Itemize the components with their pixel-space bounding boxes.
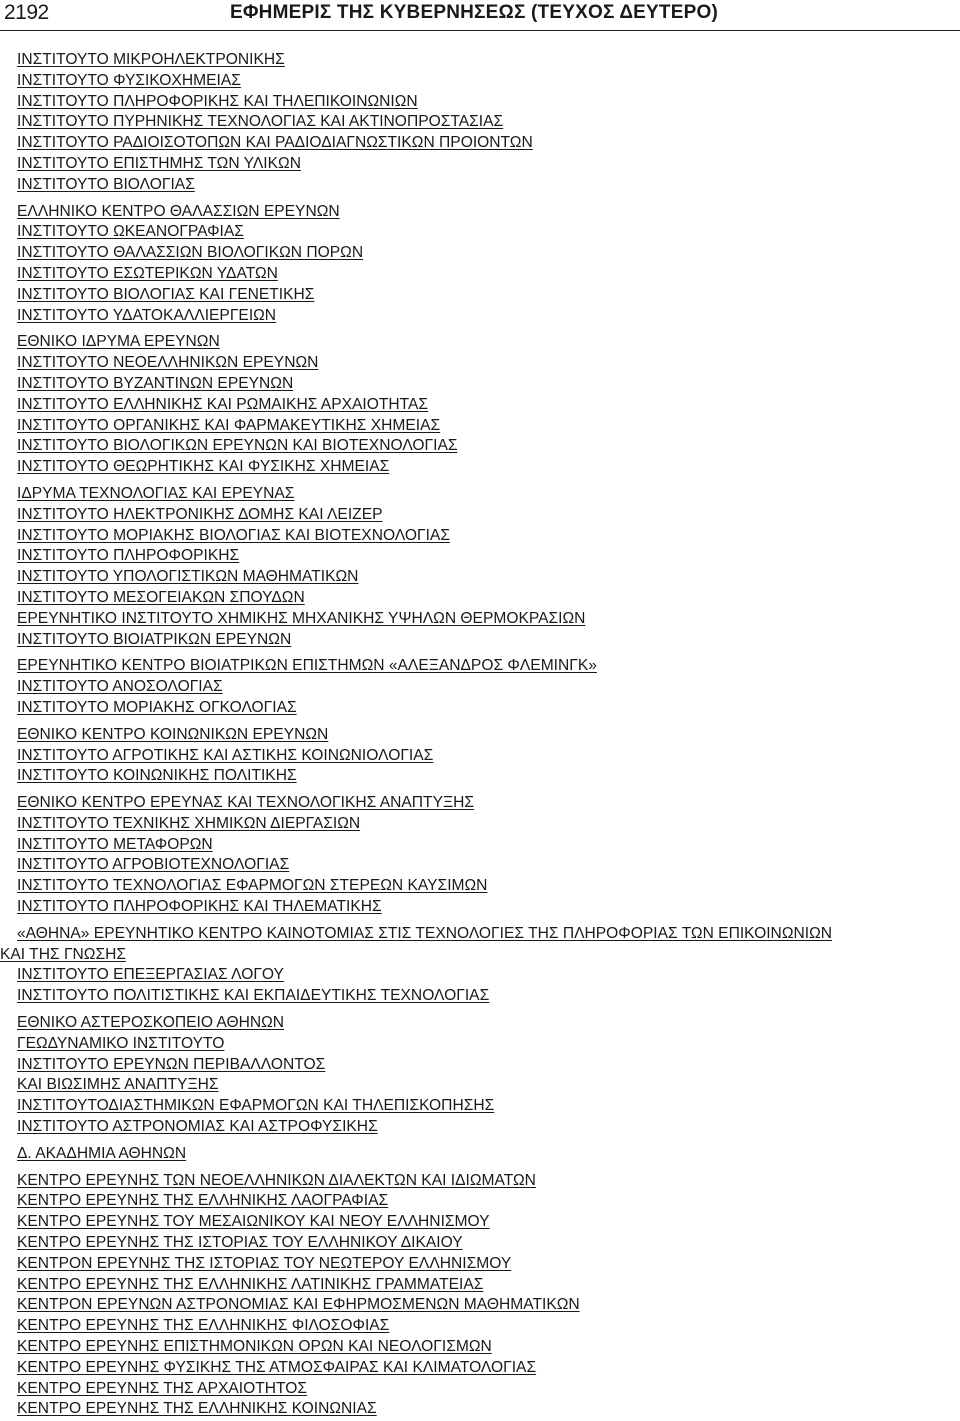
list-item: ΙΝΣΤΙΤΟΥΤΟ ΝΕΟΕΛΛΗΝΙΚΩΝ ΕΡΕΥΝΩΝ	[17, 354, 319, 372]
list-item: ΙΝΣΤΙΤΟΥΤΟ ΑΣΤΡΟΝΟΜΙΑΣ ΚΑΙ ΑΣΤΡΟΦΥΣΙΚΗΣ	[17, 1118, 378, 1136]
list-item: ΙΝΣΤΙΤΟΥΤΟ ΒΙΟΛΟΓΙΑΣ ΚΑΙ ΓΕΝΕΤΙΚΗΣ	[17, 285, 315, 303]
list-item: ΕΘΝΙΚΟ ΙΔΡΥΜΑ ΕΡΕΥΝΩΝ	[17, 333, 220, 351]
list-item: ΙΝΣΤΙΤΟΥΤΟ ΒΙΟΛΟΓΙΑΣ	[17, 175, 195, 193]
list-item: ΙΝΣΤΙΤΟΥΤΟ ΜΕΣΟΓΕΙΑΚΩΝ ΣΠΟΥΔΩΝ	[17, 588, 305, 606]
list-group	[0, 332, 960, 478]
list-item: ΙΝΣΤΙΤΟΥΤΟ ΥΔΑΤΟΚΑΛΛΙΕΡΓΕΙΩΝ	[17, 306, 277, 324]
list-item: ΙΝΣΤΙΤΟΥΤΟ ΜΟΡΙΑΚΗΣ ΟΓΚΟΛΟΓΙΑΣ	[17, 698, 297, 716]
list-item: ΚΕΝΤΡΟ ΕΡΕΥΝΗΣ ΤΗΣ ΑΡΧΑΙΟΤΗΤΟΣ	[17, 1379, 308, 1397]
list-item: ΚΕΝΤΡΟ ΕΡΕΥΝΗΣ ΕΠΙΣΤΗΜΟΝΙΚΩΝ ΟΡΩΝ ΚΑΙ ΝΕΟΛΟΓΙΣΜΩΝ	[17, 1338, 492, 1356]
list-group	[0, 50, 960, 196]
list-item: ΙΝΣΤΙΤΟΥΤΟ ΑΝΟΣΟΛΟΓΙΑΣ	[17, 678, 223, 696]
list-item: ΙΝΣΤΙΤΟΥΤΟ ΘΑΛΑΣΣΙΩΝ ΒΙΟΛΟΓΙΚΩΝ ΠΟΡΩΝ	[17, 244, 364, 262]
list-item: ΚΕΝΤΡΟ ΕΡΕΥΝΗΣ ΤΗΣ ΕΛΛΗΝΙΚΗΣ ΛΑΤΙΝΙΚΗΣ ΓΡΑΜΜΑΤΕΙΑΣ	[17, 1275, 484, 1293]
list-group	[0, 656, 960, 718]
list-item: ΙΝΣΤΙΤΟΥΤΟ ΕΠΙΣΤΗΜΗΣ ΤΩΝ ΥΛΙΚΩΝ	[17, 154, 301, 172]
list-group	[0, 202, 960, 327]
list-item: ΚΕΝΤΡΟ ΕΡΕΥΝΗΣ ΤΩΝ ΝΕΟΕΛΛΗΝΙΚΩΝ ΔΙΑΛΕΚΤΩΝ ΚΑΙ ΙΔΙΩΜΑΤΩΝ	[17, 1171, 536, 1189]
list-item: ΙΝΣΤΙΤΟΥΤΟ ΑΓΡΟΒΙΟΤΕΧΝΟΛΟΓΙΑΣ	[17, 856, 290, 874]
list-group	[0, 725, 960, 787]
list-item: ΚΕΝΤΡΟΝ ΕΡΕΥΝΗΣ ΤΗΣ ΙΣΤΟΡΙΑΣ ΤΟΥ ΝΕΩΤΕΡΟΥ ΕΛΛΗΝΙΣΜΟΥ	[17, 1254, 512, 1272]
list-item: ΙΝΣΤΙΤΟΥΤΟ ΚΟΙΝΩΝΙΚΗΣ ΠΟΛΙΤΙΚΗΣ	[17, 767, 297, 785]
list-item: ΚΕΝΤΡΟ ΕΡΕΥΝΗΣ ΤΗΣ ΙΣΤΟΡΙΑΣ ΤΟΥ ΕΛΛΗΝΙΚΟΥ ΔΙΚΑΙΟΥ	[17, 1234, 463, 1252]
list-item: ΙΝΣΤΙΤΟΥΤΟ ΡΑΔΙΟΙΣΟΤΟΠΩΝ ΚΑΙ ΡΑΔΙΟΔΙΑΓΝΩΣΤΙΚΩΝ ΠΡΟΙΟΝΤΩΝ	[17, 134, 533, 152]
list-item: ΙΝΣΤΙΤΟΥΤΟ ΟΡΓΑΝΙΚΗΣ ΚΑΙ ΦΑΡΜΑΚΕΥΤΙΚΗΣ ΧΗΜΕΙΑΣ	[17, 416, 441, 434]
list-item: ΕΘΝΙΚΟ ΚΕΝΤΡΟ ΕΡΕΥΝΑΣ ΚΑΙ ΤΕΧΝΟΛΟΓΙΚΗΣ ΑΝΑΠΤΥΞΗΣ	[17, 794, 475, 812]
list-item: ΚΕΝΤΡΟ ΕΡΕΥΝΗΣ ΤΗΣ ΕΛΛΗΝΙΚΗΣ ΦΙΛΟΣΟΦΙΑΣ	[17, 1317, 390, 1335]
list-item: ΙΝΣΤΙΤΟΥΤΟ ΑΓΡΟΤΙΚΗΣ ΚΑΙ ΑΣΤΙΚΗΣ ΚΟΙΝΩΝΙΟΛΟΓΙΑΣ	[17, 746, 434, 764]
list-item: ΙΝΣΤΙΤΟΥΤΟ ΕΛΛΗΝΙΚΗΣ ΚΑΙ ΡΩΜΑΙΚΗΣ ΑΡΧΑΙΟΤΗΤΑΣ	[17, 395, 429, 413]
header-rule	[0, 30, 960, 31]
list-item: ΙΝΣΤΙΤΟΥΤΟ ΒΥΖΑΝΤΙΝΩΝ ΕΡΕΥΝΩΝ	[17, 374, 294, 392]
list-item: ΕΘΝΙΚΟ ΚΕΝΤΡΟ ΚΟΙΝΩΝΙΚΩΝ ΕΡΕΥΝΩΝ	[17, 725, 329, 743]
list-item: ΚΕΝΤΡΟ ΕΡΕΥΝΗΣ ΤΗΣ ΕΛΛΗΝΙΚΗΣ ΚΟΙΝΩΝΙΑΣ	[17, 1400, 377, 1418]
list-item: ΙΝΣΤΙΤΟΥΤΟ ΠΟΛΙΤΙΣΤΙΚΗΣ ΚΑΙ ΕΚΠΑΙΔΕΥΤΙΚΗΣ ΤΕΧΝΟΛΟΓΙΑΣ	[17, 987, 490, 1005]
list-group	[0, 1013, 960, 1138]
list-item: ΙΝΣΤΙΤΟΥΤΟ ΠΛΗΡΟΦΟΡΙΚΗΣ ΚΑΙ ΤΗΛΕΠΙΚΟΙΝΩΝΙΩΝ	[17, 92, 418, 110]
list-item: ΙΝΣΤΙΤΟΥΤΟ ΤΕΧΝΙΚΗΣ ΧΗΜΙΚΩΝ ΔΙΕΡΓΑΣΙΩΝ	[17, 814, 361, 832]
list-item: ΙΝΣΤΙΤΟΥΤΟ ΥΠΟΛΟΓΙΣΤΙΚΩΝ ΜΑΘΗΜΑΤΙΚΩΝ	[17, 568, 359, 586]
list-item: ΙΝΣΤΙΤΟΥΤΟ ΠΥΡΗΝΙΚΗΣ ΤΕΧΝΟΛΟΓΙΑΣ ΚΑΙ ΑΚΤΙΝΟΠΡΟΣΤΑΣΙΑΣ	[17, 113, 504, 131]
institution-list	[0, 50, 960, 1420]
page-header	[0, 0, 960, 30]
list-item: Δ. ΑΚΑΔΗΜΙΑ ΑΘΗΝΩΝ	[17, 1144, 187, 1162]
list-item: ΙΝΣΤΙΤΟΥΤΟ ΠΛΗΡΟΦΟΡΙΚΗΣ ΚΑΙ ΤΗΛΕΜΑΤΙΚΗΣ	[17, 898, 382, 916]
list-item: ΕΛΛΗΝΙΚΟ ΚΕΝΤΡΟ ΘΑΛΑΣΣΙΩΝ ΕΡΕΥΝΩΝ	[17, 202, 340, 220]
list-item: ΕΡΕΥΝΗΤΙΚΟ ΚΕΝΤΡΟ ΒΙΟΙΑΤΡΙΚΩΝ ΕΠΙΣΤΗΜΩΝ «ΑΛΕΞΑΝΔΡΟΣ ΦΛΕΜΙΝΓΚ»	[17, 657, 597, 675]
list-group	[0, 1171, 960, 1421]
list-item: ΙΝΣΤΙΤΟΥΤΟ ΜΕΤΑΦΟΡΩΝ	[17, 835, 213, 853]
list-item: ΙΝΣΤΙΤΟΥΤΟ ΕΡΕΥΝΩΝ ΠΕΡΙΒΑΛΛΟΝΤΟΣ	[17, 1055, 326, 1073]
list-item: ΙΝΣΤΙΤΟΥΤΟ ΤΕΧΝΟΛΟΓΙΑΣ ΕΦΑΡΜΟΓΩΝ ΣΤΕΡΕΩΝ ΚΑΥΣΙΜΩΝ	[17, 877, 488, 895]
list-item: ΕΡΕΥΝΗΤΙΚΟ ΙΝΣΤΙΤΟΥΤΟ ΧΗΜΙΚΗΣ ΜΗΧΑΝΙΚΗΣ ΥΨΗΛΩΝ ΘΕΡΜΟΚΡΑΣΙΩΝ	[17, 609, 586, 627]
list-item: «ΑΘΗΝΑ» ΕΡΕΥΝΗΤΙΚΟ ΚΕΝΤΡΟ ΚΑΙΝΟΤΟΜΙΑΣ ΣΤΙΣ ΤΕΧΝΟΛΟΓΙΕΣ ΤΗΣ ΠΛΗΡΟΦΟΡΙΑΣ ΤΩΝ ΕΠΙΚΟΙΝΩΝΙΩΝ	[17, 924, 832, 942]
list-item: ΚΕΝΤΡΟ ΕΡΕΥΝΗΣ ΦΥΣΙΚΗΣ ΤΗΣ ΑΤΜΟΣΦΑΙΡΑΣ ΚΑΙ ΚΛΙΜΑΤΟΛΟΓΙΑΣ	[17, 1358, 537, 1376]
list-group	[0, 924, 960, 1007]
list-item: ΙΝΣΤΙΤΟΥΤΟ ΒΙΟΛΟΓΙΚΩΝ ΕΡΕΥΝΩΝ ΚΑΙ ΒΙΟΤΕΧΝΟΛΟΓΙΑΣ	[17, 437, 458, 455]
list-group	[0, 1144, 960, 1165]
list-item: ΙΝΣΤΙΤΟΥΤΟ ΜΙΚΡΟΗΛΕΚΤΡΟΝΙΚΗΣ	[17, 51, 285, 68]
list-item: ΚΕΝΤΡΟ ΕΡΕΥΝΗΣ ΤΟΥ ΜΕΣΑΙΩΝΙΚΟΥ ΚΑΙ ΝΕΟΥ ΕΛΛΗΝΙΣΜΟΥ	[17, 1213, 490, 1231]
list-item: ΙΝΣΤΙΤΟΥΤΟ ΕΠΕΞΕΡΓΑΣΙΑΣ ΛΟΓΟΥ	[17, 966, 284, 984]
list-item: ΙΝΣΤΙΤΟΥΤΟ ΩΚΕΑΝΟΓΡΑΦΙΑΣ	[17, 223, 244, 241]
list-item: ΙΔΡΥΜΑ ΤΕΧΝΟΛΟΓΙΑΣ ΚΑΙ ΕΡΕΥΝΑΣ	[17, 484, 295, 502]
list-item: ΕΘΝΙΚΟ ΑΣΤΕΡΟΣΚΟΠΕΙΟ ΑΘΗΝΩΝ	[17, 1014, 285, 1032]
list-item: ΙΝΣΤΙΤΟΥΤΟ ΠΛΗΡΟΦΟΡΙΚΗΣ	[17, 547, 240, 565]
list-item: ΙΝΣΤΙΤΟΥΤΟ ΦΥΣΙΚΟΧΗΜΕΙΑΣ	[17, 71, 241, 89]
list-item: ΙΝΣΤΙΤΟΥΤΟ ΗΛΕΚΤΡΟΝΙΚΗΣ ΔΟΜΗΣ ΚΑΙ ΛΕΙΖΕΡ	[17, 505, 383, 523]
list-item: ΙΝΣΤΙΤΟΥΤΟΔΙΑΣΤΗΜΙΚΩΝ ΕΦΑΡΜΟΓΩΝ ΚΑΙ ΤΗΛΕΠΙΣΚΟΠΗΣΗΣ	[17, 1097, 495, 1115]
list-item: ΙΝΣΤΙΤΟΥΤΟ ΘΕΩΡΗΤΙΚΗΣ ΚΑΙ ΦΥΣΙΚΗΣ ΧΗΜΕΙΑΣ	[17, 458, 390, 476]
list-item: ΙΝΣΤΙΤΟΥΤΟ ΕΣΩΤΕΡΙΚΩΝ ΥΔΑΤΩΝ	[17, 264, 278, 282]
list-group	[0, 793, 960, 918]
list-item: ΓΕΩΔΥΝΑΜΙΚΟ ΙΝΣΤΙΤΟΥΤΟ	[17, 1034, 225, 1052]
list-item: ΙΝΣΤΙΤΟΥΤΟ ΜΟΡΙΑΚΗΣ ΒΙΟΛΟΓΙΑΣ ΚΑΙ ΒΙΟΤΕΧΝΟΛΟΓΙΑΣ	[17, 526, 450, 544]
list-group	[0, 484, 960, 650]
page-number: 2192	[4, 1, 49, 24]
list-item: ΚΕΝΤΡΟ ΕΡΕΥΝΗΣ ΤΗΣ ΕΛΛΗΝΙΚΗΣ ΛΑΟΓΡΑΦΙΑΣ	[17, 1192, 389, 1210]
journal-title: ΕΦΗΜΕΡΙΣ ΤΗΣ ΚΥΒΕΡΝΗΣΕΩΣ (ΤΕΥΧΟΣ ΔΕΥΤΕΡΟ)	[230, 2, 718, 23]
list-item: ΚΑΙ ΒΙΩΣΙΜΗΣ ΑΝΑΠΤΥΞΗΣ	[17, 1076, 219, 1094]
list-item: ΙΝΣΤΙΤΟΥΤΟ ΒΙΟΙΑΤΡΙΚΩΝ ΕΡΕΥΝΩΝ	[17, 630, 292, 648]
list-item: ΚΕΝΤΡΟΝ ΕΡΕΥΝΩΝ ΑΣΤΡΟΝΟΜΙΑΣ ΚΑΙ ΕΦΗΡΜΟΣΜΕΝΩΝ ΜΑΘΗΜΑΤΙΚΩΝ	[17, 1296, 580, 1314]
list-item: ΚΑΙ ΤΗΣ ΓΝΩΣΗΣ	[0, 945, 126, 963]
